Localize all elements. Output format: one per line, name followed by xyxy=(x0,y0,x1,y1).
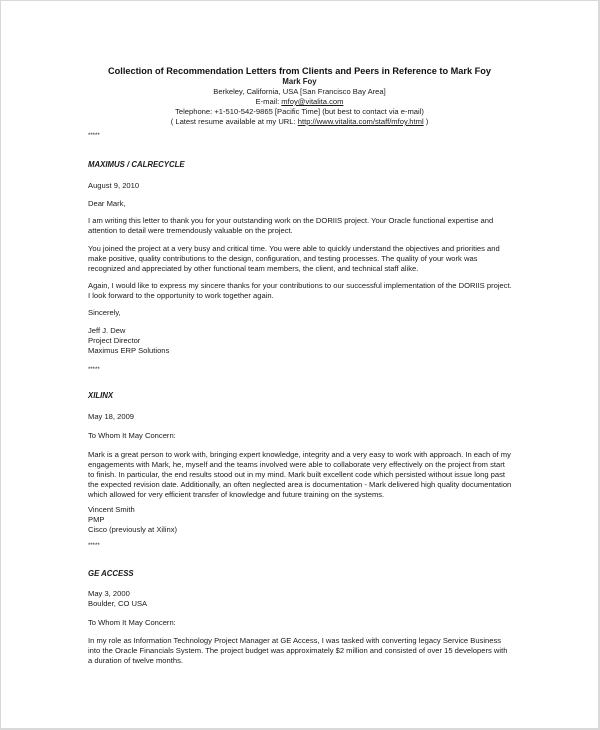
paragraph-line: attention to detail were tremendously valuable on the project. xyxy=(88,226,293,235)
paragraph-line: make positive, quality contributions to the design, configuration, and testing processes. The quality of your work was xyxy=(88,254,478,263)
signer-company: Maximus ERP Solutions xyxy=(88,346,170,355)
letter-location: Boulder, CO USA xyxy=(88,599,148,608)
signer-company: Cisco (previously at Xilinx) xyxy=(88,525,178,534)
paragraph-line: into the Oracle Financials System. The project budget was approximately $2 million and consisted of over 15 developers with xyxy=(88,646,508,655)
letter-paragraph xyxy=(88,216,518,236)
resume-line xyxy=(1,117,598,127)
separator: ***** xyxy=(88,367,100,373)
paragraph-line: Mark is a great person to work with, bringing expert knowledge, integrity and a very easy to work with approach. In each of my xyxy=(88,450,511,459)
document-title: Collection of Recommendation Letters from Clients and Peers in Reference to Mark Foy xyxy=(108,66,491,76)
letter-signature xyxy=(88,326,518,356)
separator: ***** xyxy=(88,543,100,549)
letter-org-heading: XILINX xyxy=(88,391,114,400)
email-label: E-mail: xyxy=(255,97,282,106)
letter-date: May 18, 2009 xyxy=(88,412,135,421)
letter-greeting: To Whom It May Concern: xyxy=(88,618,176,627)
letter-signature xyxy=(88,505,518,535)
paragraph-line: recognized and appreciated by other functional team members, the client, and technical staff alike. xyxy=(88,264,419,273)
email-link[interactable]: mfoy@vitalita.com xyxy=(281,97,344,106)
paragraph-line: engagements with Mark, he, myself and the teams involved were able to collaborate very effectively on the project from start xyxy=(88,460,505,469)
letter-greeting: To Whom It May Concern: xyxy=(88,431,176,440)
paragraph-line: Again, I would like to express my sincere thanks for your contributions to our successful implementation of the DORIIS project. xyxy=(88,281,512,290)
signer-title: PMP xyxy=(88,515,105,524)
resume-prefix: ( Latest resume available at my URL: xyxy=(170,117,298,126)
letter-paragraph xyxy=(88,281,518,301)
author-location: Berkeley, California, USA [San Francisco Bay Area] xyxy=(213,87,386,96)
letter-closing: Sincerely, xyxy=(88,308,121,317)
signer-title: Project Director xyxy=(88,336,141,345)
letter-org-heading: GE ACCESS xyxy=(88,569,134,578)
paragraph-line: You joined the project at a very busy and critical time. You were able to quickly understand the objectives and priorities and xyxy=(88,244,500,253)
paragraph-line: a duration of twelve months. xyxy=(88,656,183,665)
letter-paragraph xyxy=(88,450,518,500)
paragraph-line: I am writing this letter to thank you for your outstanding work on the DORIIS project. Your Oracle functional expertise and xyxy=(88,216,494,225)
author-name: Mark Foy xyxy=(282,77,317,86)
letter-paragraph xyxy=(88,636,518,666)
letter-paragraph xyxy=(88,244,518,274)
signer-name: Vincent Smith xyxy=(88,505,135,514)
paragraph-line: the expected revision date. Additionally, an often neglected area is documentation - Mark delivered high quality documentation xyxy=(88,480,512,489)
paragraph-line: to finish. In particular, the end results stood out in my mind. Mark built excellent code which persisted without issue long past xyxy=(88,470,506,479)
resume-suffix: ) xyxy=(423,117,429,126)
paragraph-line: In my role as Information Technology Project Manager at GE Access, I was tasked with converting legacy Service Business xyxy=(88,636,502,645)
letter-greeting: Dear Mark, xyxy=(88,199,126,208)
author-telephone: Telephone: +1-510-542-9865 [Pacific Time] (but best to contact via e-mail) xyxy=(175,107,424,116)
letter-date: May 3, 2000 xyxy=(88,589,130,598)
paragraph-line: I look forward to the opportunity to work together again. xyxy=(88,291,274,300)
resume-link[interactable]: http://www.vitalita.com/staff/mfoy.html xyxy=(297,117,424,126)
letter-org-heading: MAXIMUS / CALRECYCLE xyxy=(88,160,185,169)
author-email-line xyxy=(1,97,598,107)
paragraph-line: which allowed for very efficient transfer of knowledge and future training on the systems. xyxy=(88,490,385,499)
separator: ***** xyxy=(88,133,100,139)
signer-name: Jeff J. Dew xyxy=(88,326,126,335)
letter-date: August 9, 2010 xyxy=(88,181,140,190)
